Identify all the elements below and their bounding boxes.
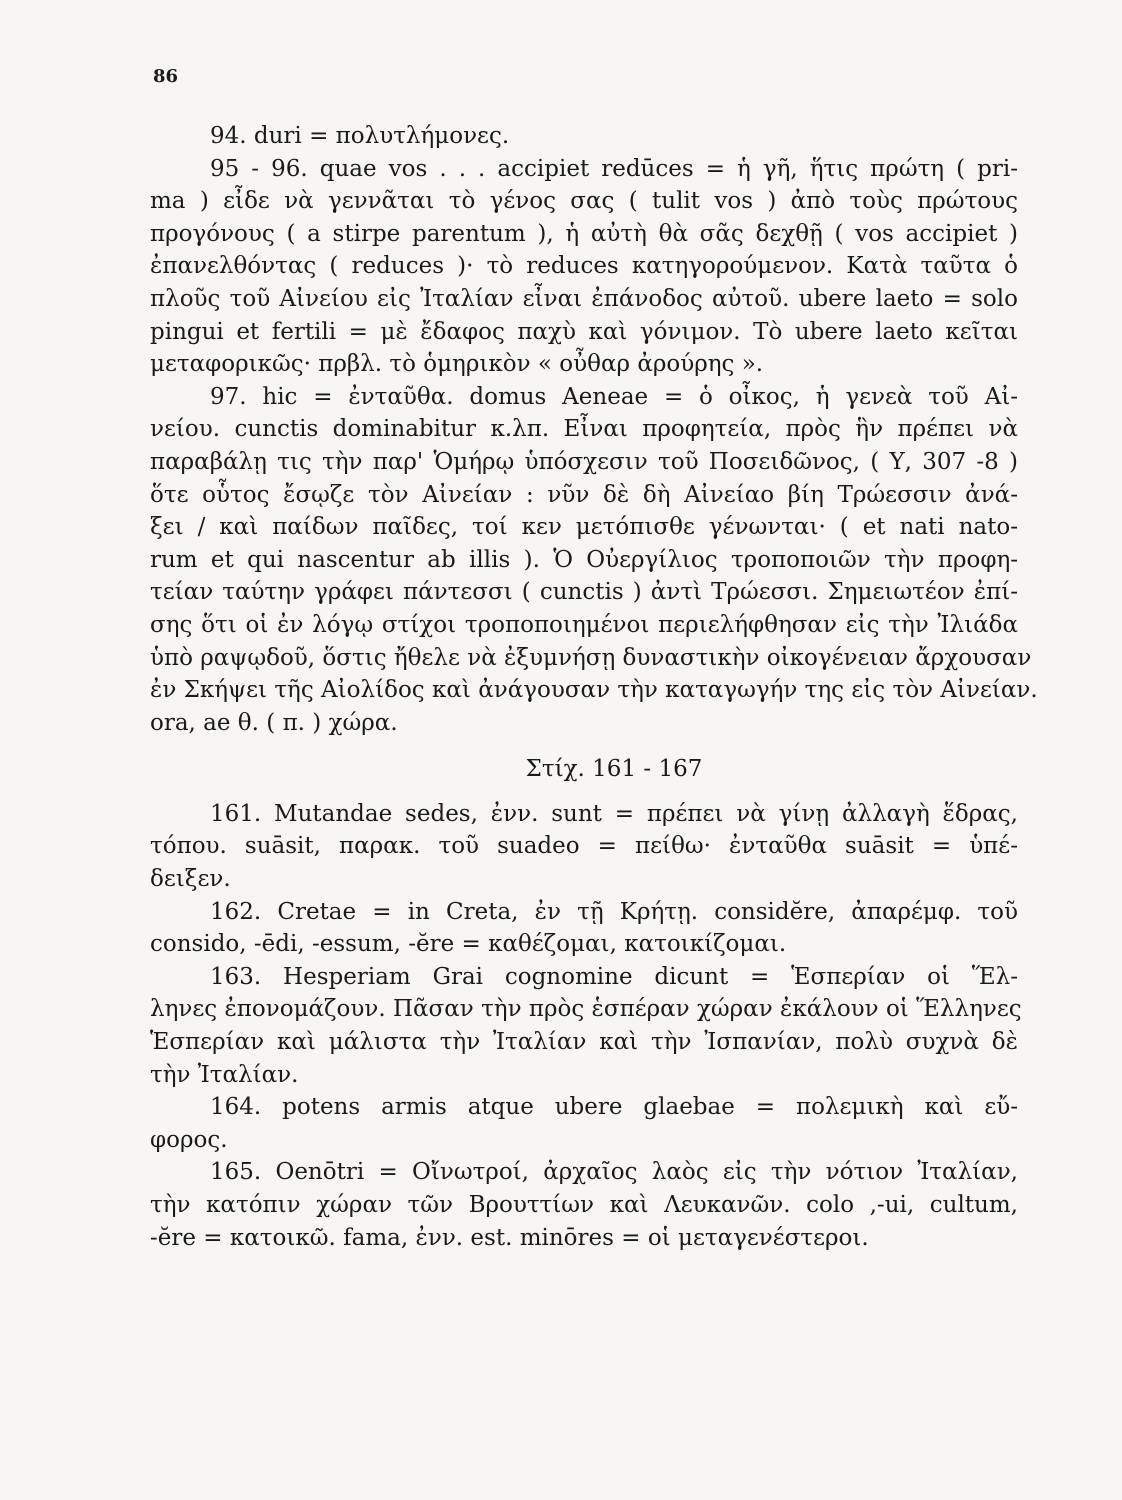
text-line: ὅτε οὗτος ἔσῳζε τὸν Αἰνείαν : νῦν δὲ δὴ Αἰνείαο βίη Τρώεσσιν ἀνά- [150, 481, 1018, 508]
commentary-section-bottom [150, 798, 1022, 1254]
note-paragraph [150, 381, 1038, 740]
text-line: ξει / καὶ παίδων παῖδες, τοί κεν μετόπισθε γένωνται· ( et nati nato- [150, 514, 1018, 541]
text-line: 162. Cretae = in Creta, ἐν τῇ Κρήτῃ. considĕre, ἀπαρέμφ. τοῦ [210, 898, 1018, 925]
text-line: pingui et fertili = μὲ ἔδαφος παχὺ καὶ γόνιμον. Τὸ ubere laeto κεῖται [150, 318, 1018, 345]
text-line: ληνες ἐπονομάζουν. Πᾶσαν τὴν πρὸς ἑσπέραν χώραν ἐκάλουν οἱ Ἕλληνες [150, 996, 1022, 1023]
text-line: ma ) εἶδε νὰ γεννᾶται τὸ γένος σας ( tulit vos ) ἀπὸ τοὺς πρώτους [150, 188, 1018, 215]
text-line: ἐν Σκήψει τῆς Αἰολίδος καὶ ἀνάγουσαν τὴν καταγωγήν της εἰς τὸν Αἰνείαν. [150, 677, 1038, 704]
text-line: πλοῦς τοῦ Αἰνείου εἰς Ἰταλίαν εἶναι ἐπάνοδος αὐτοῦ. ubere laeto = solo [150, 285, 1018, 312]
note-paragraph [150, 1091, 1018, 1156]
text-line: Ἑσπερίαν καὶ μάλιστα τὴν Ἰταλίαν καὶ τὴν Ἰσπανίαν, πολὺ συχνὰ δὲ [150, 1029, 1018, 1056]
text-line: δειξεν. [150, 866, 231, 893]
note-paragraph [150, 961, 1022, 1091]
text-line: 94. duri = πολυτλήμονες. [210, 123, 510, 149]
text-line: -ĕre = κατοικῶ. fama, ἐνν. est. minōres = οἱ μεταγενέστεροι. [150, 1224, 869, 1251]
text-line: 165. Oenōtri = Οἴνωτροί, ἀρχαῖος λαὸς εἰς τὴν νότιον Ἰταλίαν, [210, 1159, 1018, 1186]
text-line: τείαν ταύτην γράφει πάντεσσι ( cunctis ) ἀντὶ Τρώεσσι. Σημειωτέον ἐπί- [150, 579, 1018, 606]
text-line: 164. potens armis atque ubere glaebae = πολεμικὴ καὶ εὔ- [210, 1094, 1018, 1121]
commentary-section-top [150, 120, 1038, 739]
text-line: ἐπανελθόντας ( reduces )· τὸ reduces κατηγορούμενον. Κατὰ ταῦτα ὁ [150, 253, 1018, 280]
text-line: νείου. cunctis dominabitur κ.λπ. Εἶναι προφητεία, πρὸς ἣν πρέπει νὰ [150, 416, 1018, 443]
text-line: ora, ae θ. ( π. ) χώρα. [150, 709, 398, 736]
text-line: προγόνους ( a stirpe parentum ), ἡ αὐτὴ θὰ σᾶς δεχθῇ ( vos accipiet ) [150, 220, 1018, 247]
section-heading: Στίχ. 161 - 167 [525, 756, 703, 783]
text-line: consido, -ēdi, -essum, -ĕre = καθέζομαι, κατοικίζομαι. [150, 931, 787, 958]
text-line: τόπου. suāsit, παρακ. τοῦ suadeo = πείθω· ἐνταῦθα suāsit = ὑπέ- [150, 833, 1018, 860]
note-paragraph [150, 153, 1018, 381]
text-line: τὴν Ἰταλίαν. [150, 1061, 299, 1088]
text-line: φορος. [150, 1126, 228, 1153]
text-line: 163. Hesperiam Grai cognomine dicunt = Ἑσπερίαν οἱ Ἕλ- [210, 963, 1018, 990]
text-line: 161. Mutandae sedes, ἐνν. sunt = πρέπει νὰ γίνῃ ἀλλαγὴ ἕδρας, [210, 800, 1018, 827]
note-paragraph [150, 120, 1018, 153]
commentary-text [150, 120, 1038, 1254]
text-line: ὑπὸ ραψῳδοῦ, ὅστις ἤθελε νὰ ἐξυμνήσῃ δυναστικὴν οἰκογένειαν ἄρχουσαν [150, 644, 1032, 671]
text-line: 97. hic = ἐνταῦθα. domus Aeneae = ὁ οἶκος, ἡ γενεὰ τοῦ Αἰ- [210, 383, 1018, 410]
note-paragraph [150, 896, 1018, 961]
note-paragraph [150, 798, 1018, 896]
text-line: 95 - 96. quae vos . . . accipiet redūces = ἡ γῆ, ἥτις πρώτη ( pri- [210, 155, 1018, 182]
note-paragraph [150, 1156, 1018, 1254]
text-line: παραβάλῃ τις τὴν παρ' Ὁμήρῳ ὑπόσχεσιν τοῦ Ποσειδῶνος, ( Υ, 307 -8 ) [150, 448, 1018, 475]
text-line: μεταφορικῶς· πρβλ. τὸ ὁμηρικὸν « οὖθαρ ἀρούρης ». [150, 351, 764, 378]
page-number: 86 [153, 66, 179, 87]
text-line: rum et qui nascentur ab illis ). Ὁ Οὐεργίλιος τροποποιῶν τὴν προφη- [150, 546, 1018, 573]
text-line: σης ὅτι οἱ ἐν λόγῳ στίχοι τροποποιημένοι περιελήφθησαν εἰς τὴν Ἰλιάδα [150, 611, 1018, 638]
text-line: τὴν κατόπιν χώραν τῶν Βρουττίων καὶ Λευκανῶν. colo ,-ui, cultum, [150, 1192, 1018, 1218]
